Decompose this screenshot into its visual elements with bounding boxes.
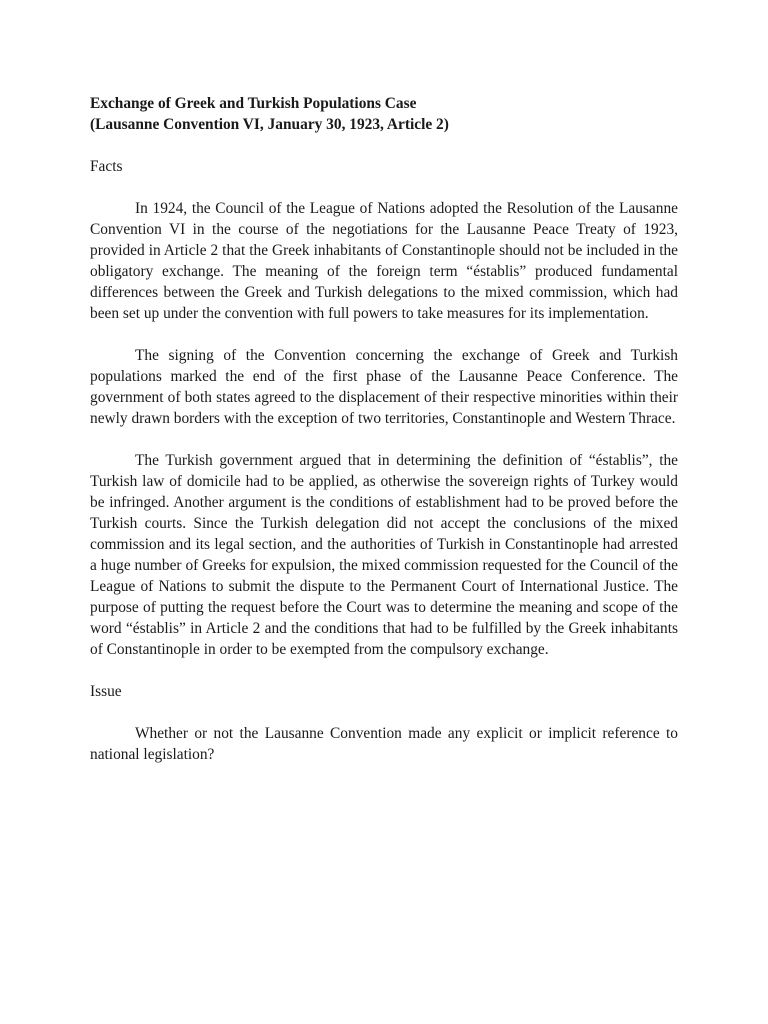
issue-heading: Issue <box>90 683 122 700</box>
facts-paragraph-2: The signing of the Convention concerning the exchange of Greek and Turkish populations marked the end of the first phase of the Lausanne Peace Conference. The government of both states agreed to the displacement of their respective minorities within their newly drawn borders with the exception of two territories, Constantinople and Western Thrace. <box>90 347 678 427</box>
document-page <box>90 93 678 765</box>
document-title-line-1: Exchange of Greek and Turkish Populations Case <box>90 95 417 112</box>
facts-heading: Facts <box>90 158 123 175</box>
facts-paragraph-1: In 1924, the Council of the League of Nations adopted the Resolution of the Lausanne Convention VI in the course of the negotiations for the Lausanne Peace Treaty of 1923, provided in Article 2 that the Greek inhabitants of Constantinople should not be included in the obligatory exchange. The meaning of the foreign term “éstablis” produced fundamental differences between the Greek and Turkish delegations to the mixed commission, which had been set up under the convention with full powers to take measures for its implementation. <box>90 200 678 322</box>
issue-paragraph: Whether or not the Lausanne Convention made any explicit or implicit reference to national legislation? <box>90 725 678 763</box>
document-title-line-2: (Lausanne Convention VI, January 30, 1923, Article 2) <box>90 116 449 133</box>
facts-paragraph-3: The Turkish government argued that in determining the definition of “éstablis”, the Turkish law of domicile had to be applied, as otherwise the sovereign rights of Turkey would be infringed. Another argument is the conditions of establishment had to be proved before the Turkish courts. Since the Turkish delegation did not accept the conclusions of the mixed commission and its legal section, and the authorities of Turkish in Constantinople had arrested a huge number of Greeks for expulsion, the mixed commission requested for the Council of the League of Nations to submit the dispute to the Permanent Court of International Justice. The purpose of putting the request before the Court was to determine the meaning and scope of the word “éstablis” in Article 2 and the conditions that had to be fulfilled by the Greek inhabitants of Constantinople in order to be exempted from the compulsory exchange. <box>90 452 678 658</box>
